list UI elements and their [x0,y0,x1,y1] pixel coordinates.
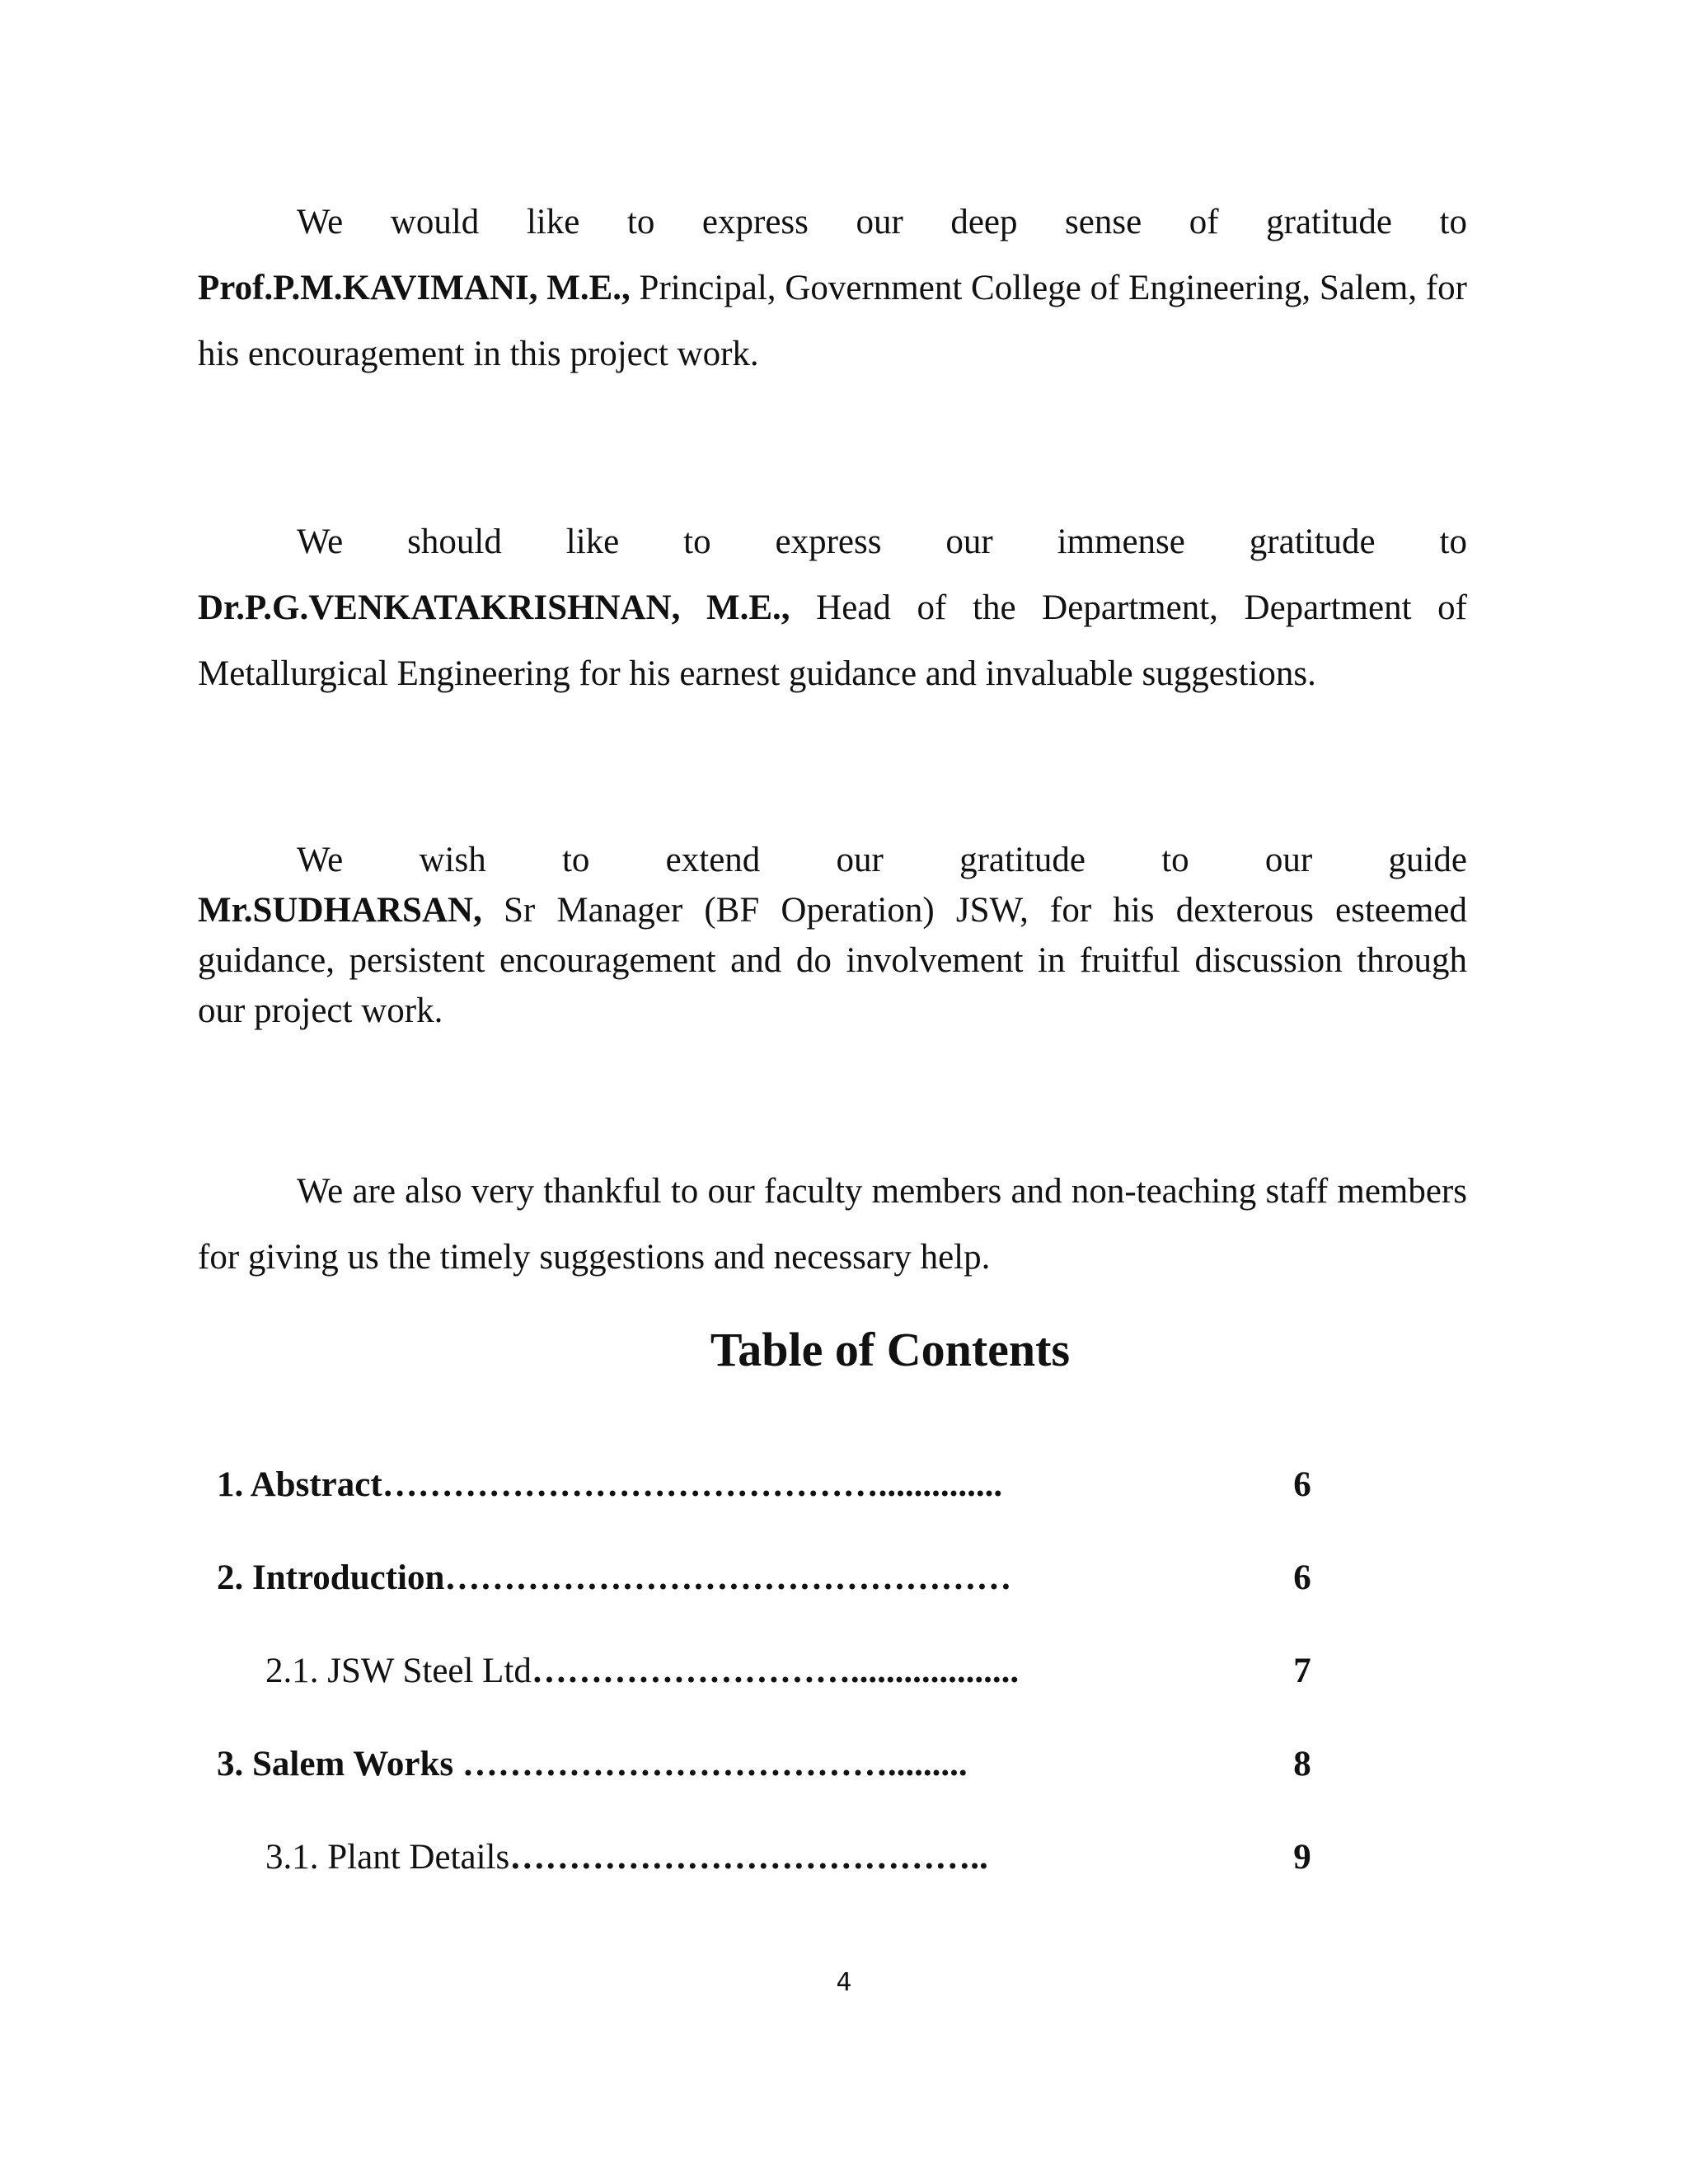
toc-title: Table of Contents [710,1323,1071,1376]
toc-page-number: 6 [1293,1465,1311,1504]
toc-leader: ………………………………………… [444,1558,1012,1597]
acknowledgement-paragraph-hod [198,509,1467,707]
toc-page-number: 8 [1293,1745,1311,1783]
toc-entry-label: 3.1. Plant Details [265,1838,510,1877]
toc-entry-plant-details[interactable] [0,1833,1688,1882]
toc-leader: ………………………………......... [462,1745,968,1783]
toc-entry-text [265,1833,988,1882]
paragraph-text: Principal, Government College of Engineering, Salem, for his encouragement in this project work. [198,269,1467,373]
toc-leader: ………………………………….. [509,1838,988,1877]
toc-entry-abstract[interactable] [0,1460,1688,1510]
toc-entry-text [217,1460,1002,1510]
paragraph-first-line: We wish to extend our gratitude to our guide [297,841,1467,879]
toc-page-number: 9 [1293,1838,1311,1877]
acknowledgement-paragraph-principal [198,190,1467,387]
paragraph-text: We are also very thankful to our faculty members and non-teaching staff members for giving us the timely suggestions and necessary help. [198,1172,1467,1277]
toc-entry-label: 2.1. JSW Steel Ltd [265,1652,532,1690]
toc-page-number: 7 [1293,1652,1311,1690]
paragraph-first-line: We would like to express our deep sense of gratitude to [297,203,1467,241]
toc-entry-jsw-steel[interactable] [0,1647,1688,1696]
acknowledgement-paragraph-staff [198,1159,1467,1291]
person-name: Dr.P.G.VENKATAKRISHNAN, M.E., [198,588,790,627]
toc-entry-introduction[interactable] [0,1554,1688,1603]
toc-entry-label: 3. Salem Works [217,1745,462,1783]
toc-entry-text [217,1554,1011,1603]
paragraph-first-line: We should like to express our immense gratitude to [297,523,1467,561]
toc-entry-label: 1. Abstract [217,1465,382,1504]
person-name: Prof.P.M.KAVIMANI, M.E., [198,269,631,307]
paragraph-text: Sr Manager (BF Operation) JSW, for his dexterous esteemed guidance, persistent encouragement and do involvement in fruitful discussion through our project work. [198,891,1467,1030]
acknowledgement-paragraph-guide [198,835,1467,1036]
toc-leader: …………………………………….............. [382,1465,1003,1504]
toc-page-number: 6 [1293,1558,1311,1597]
toc-leader: ………………………................... [531,1652,1020,1690]
toc-entry-salem-works[interactable] [0,1740,1688,1789]
page-number: 4 [836,1968,852,1997]
toc-entry-text [265,1647,1019,1696]
toc-entry-text [217,1740,968,1789]
paragraph-text: Head of the Department, Department of Metallurgical Engineering for his earnest guidance and invaluable suggestions. [198,588,1467,693]
person-name: Mr.SUDHARSAN, [198,891,482,930]
toc-entry-label: 2. Introduction [217,1558,445,1597]
